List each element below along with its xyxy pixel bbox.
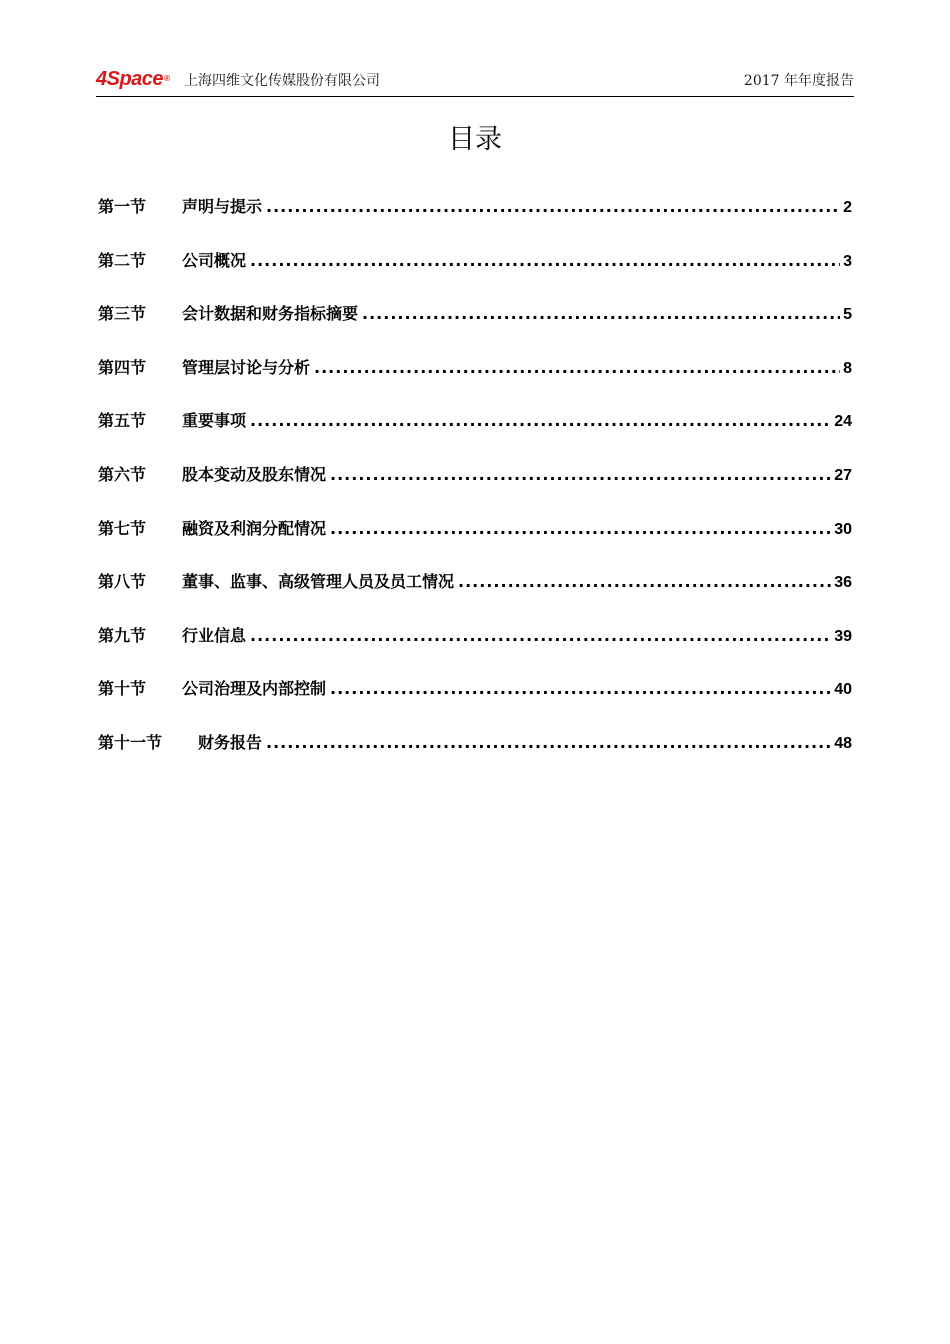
toc-section: 第四节 xyxy=(98,357,147,377)
toc-leader xyxy=(314,351,840,385)
toc-section: 第六节 xyxy=(98,464,147,484)
page-header xyxy=(96,62,854,97)
toc-entry[interactable] xyxy=(98,190,852,244)
toc-section: 第五节 xyxy=(98,411,147,431)
toc-entry[interactable] xyxy=(98,244,852,298)
toc-leader xyxy=(266,726,831,760)
toc-title: 公司治理及内部控制 xyxy=(182,679,327,699)
toc-page-number: 30 xyxy=(834,520,852,538)
toc-section: 第一节 xyxy=(98,197,147,216)
toc-page-number: 24 xyxy=(834,413,852,431)
toc-entry[interactable] xyxy=(98,297,852,351)
table-of-contents xyxy=(98,190,852,780)
toc-section: 第三节 xyxy=(98,304,147,324)
toc-leader xyxy=(330,512,831,546)
toc-title: 董事、监事、高级管理人员及员工情况 xyxy=(182,572,455,592)
toc-leader xyxy=(330,458,831,492)
toc-title: 重要事项 xyxy=(182,411,247,431)
toc-entry[interactable] xyxy=(98,619,852,673)
toc-page-number: 48 xyxy=(834,734,852,752)
toc-section: 第十节 xyxy=(98,679,147,699)
registered-mark: ® xyxy=(164,74,170,83)
company-logo xyxy=(96,68,169,90)
toc-page-number: 5 xyxy=(843,306,852,324)
toc-title: 融资及利润分配情况 xyxy=(182,518,327,538)
toc-leader xyxy=(250,404,831,438)
toc-title: 财务报告 xyxy=(198,732,263,752)
toc-entry[interactable] xyxy=(98,565,852,619)
toc-section: 第七节 xyxy=(98,518,147,538)
toc-title: 公司概况 xyxy=(182,250,247,270)
toc-title: 会计数据和财务指标摘要 xyxy=(182,304,359,324)
toc-entry[interactable] xyxy=(98,404,852,458)
logo-text: 4Space xyxy=(96,68,164,90)
toc-leader xyxy=(362,297,840,331)
toc-page-number: 27 xyxy=(834,466,852,484)
toc-page-number: 3 xyxy=(843,252,852,270)
toc-page-number: 8 xyxy=(843,359,852,377)
toc-leader xyxy=(330,672,831,706)
toc-entry[interactable] xyxy=(98,458,852,512)
toc-page-number: 40 xyxy=(834,681,852,699)
toc-section: 第十一节 xyxy=(98,732,163,752)
toc-title: 管理层讨论与分析 xyxy=(182,357,311,377)
toc-page-number: 39 xyxy=(834,627,852,645)
toc-title: 股本变动及股东情况 xyxy=(182,464,327,484)
report-name: 2017 年年度报告 xyxy=(743,73,854,89)
company-name: 上海四维文化传媒股份有限公司 xyxy=(184,73,380,89)
toc-page-number: 2 xyxy=(843,199,852,216)
toc-leader xyxy=(458,565,831,599)
toc-leader xyxy=(250,619,831,653)
toc-leader xyxy=(250,244,840,278)
toc-section: 第八节 xyxy=(98,572,147,592)
toc-leader xyxy=(266,190,840,224)
toc-page-number: 36 xyxy=(834,574,852,592)
toc-entry[interactable] xyxy=(98,351,852,405)
toc-section: 第二节 xyxy=(98,250,147,270)
toc-entry[interactable] xyxy=(98,512,852,566)
toc-entry[interactable] xyxy=(98,672,852,726)
toc-section: 第九节 xyxy=(98,625,147,645)
toc-entry[interactable] xyxy=(98,726,852,780)
toc-title: 行业信息 xyxy=(182,625,247,645)
toc-title: 声明与提示 xyxy=(182,197,263,216)
page-title: 目录 xyxy=(448,124,502,155)
